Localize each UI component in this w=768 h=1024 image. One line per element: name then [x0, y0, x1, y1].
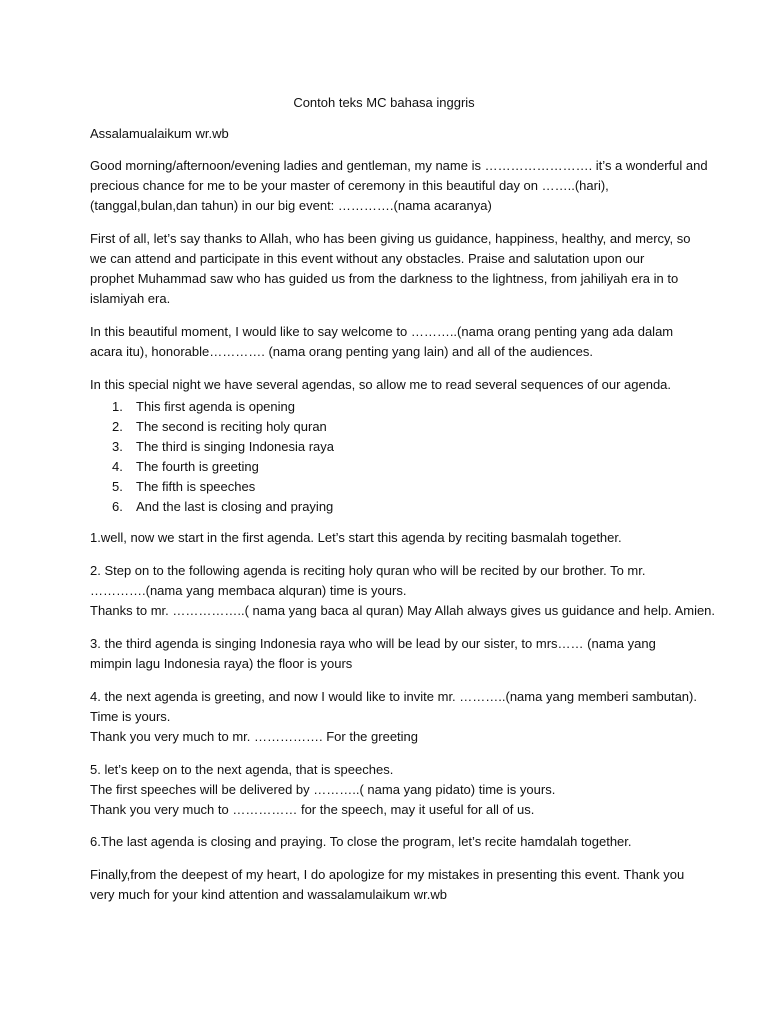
paragraph-line: 1.well, now we start in the first agenda. Let’s start this agenda by reciting basmalah together.	[90, 530, 622, 545]
step3-paragraph	[90, 634, 690, 674]
agenda-intro	[90, 375, 690, 395]
paragraph-line: (tanggal,bulan,dan tahun) in our big event: ………….(nama acaranya)	[90, 198, 492, 213]
paragraph-line: Thank you very much to …………… for the speech, may it useful for all of us.	[90, 802, 535, 817]
paragraph-line: Time is yours.	[90, 709, 171, 724]
list-number: 1.	[112, 399, 123, 414]
list-text: And the last is closing and praying	[136, 499, 334, 514]
paragraph-line: 5. let’s keep on to the next agenda, that is speeches.	[90, 762, 394, 777]
list-number: 4.	[112, 459, 123, 474]
paragraph-line: 6.The last agenda is closing and praying. To close the program, let’s recite hamdalah together.	[90, 834, 632, 849]
step1-paragraph	[90, 528, 690, 548]
paragraph-line: In this special night we have several agendas, so allow me to read several sequences of our agenda.	[90, 377, 672, 392]
paragraph-line: Thank you very much to mr. ……………. For the greeting	[90, 729, 419, 744]
list-item	[90, 437, 690, 457]
list-item	[90, 497, 690, 517]
paragraph-line: prophet Muhammad saw who has guided us from the darkness to the lightness, from jahiliyah era in to	[90, 271, 679, 286]
paragraph-line: we can attend and participate in this event without any obstacles. Praise and salutation upon our	[90, 251, 645, 266]
thanks-paragraph	[90, 229, 690, 309]
paragraph-line: First of all, let’s say thanks to Allah, who has been giving us guidance, happiness, healthy, and mercy, so	[90, 231, 691, 246]
step6-paragraph	[90, 832, 690, 852]
closing-paragraph	[90, 865, 690, 905]
list-item	[90, 417, 690, 437]
paragraph-line: Good morning/afternoon/evening ladies and gentleman, my name is ……………………. it’s a wonderful and	[90, 158, 708, 173]
greeting-paragraph	[90, 124, 690, 144]
list-text: This first agenda is opening	[136, 399, 295, 414]
list-number: 6.	[112, 499, 123, 514]
paragraph-line: very much for your kind attention and wassalamulaikum wr.wb	[90, 887, 447, 902]
list-text: The third is singing Indonesia raya	[136, 439, 335, 454]
paragraph-line: Finally,from the deepest of my heart, I do apologize for my mistakes in presenting this event. Thank you	[90, 867, 685, 882]
list-item	[90, 457, 690, 477]
list-text: The second is reciting holy quran	[136, 419, 327, 434]
paragraph-line: islamiyah era.	[90, 291, 171, 306]
paragraph-line: The first speeches will be delivered by ………..( nama yang pidato) time is yours.	[90, 782, 556, 797]
paragraph-line: In this beautiful moment, I would like to say welcome to ………..(nama orang penting yang ada dalam	[90, 324, 674, 339]
paragraph-line: Assalamualaikum wr.wb	[90, 126, 229, 141]
paragraph-line: ………….(nama yang membaca alquran) time is yours.	[90, 583, 407, 598]
opening-paragraph	[90, 156, 708, 216]
document-title: Contoh teks MC bahasa inggris	[293, 95, 475, 110]
list-number: 3.	[112, 439, 123, 454]
agenda-list	[90, 397, 690, 517]
paragraph-line: acara itu), honorable…………. (nama orang penting yang lain) and all of the audiences.	[90, 344, 593, 359]
step2-paragraph	[90, 561, 716, 621]
list-item	[90, 477, 690, 497]
paragraph-line: Thanks to mr. ……………..( nama yang baca al quran) May Allah always gives us guidance and help. Amien.	[90, 603, 716, 618]
step4-paragraph	[90, 687, 697, 747]
paragraph-line: 2. Step on to the following agenda is reciting holy quran who will be recited by our brother. To mr.	[90, 563, 646, 578]
list-item	[90, 397, 690, 417]
paragraph-line: mimpin lagu Indonesia raya) the floor is yours	[90, 656, 353, 671]
list-text: The fourth is greeting	[136, 459, 259, 474]
welcome-paragraph	[90, 322, 690, 362]
paragraph-line: precious chance for me to be your master of ceremony in this beautiful day on ……..(hari),	[90, 178, 609, 193]
list-number: 5.	[112, 479, 123, 494]
list-text: The fifth is speeches	[136, 479, 256, 494]
paragraph-line: 4. the next agenda is greeting, and now I would like to invite mr. ………..(nama yang memberi sambutan).	[90, 689, 697, 704]
list-number: 2.	[112, 419, 123, 434]
paragraph-line: 3. the third agenda is singing Indonesia raya who will be lead by our sister, to mrs…… (nama yang	[90, 636, 656, 651]
step5-paragraph	[90, 760, 690, 820]
